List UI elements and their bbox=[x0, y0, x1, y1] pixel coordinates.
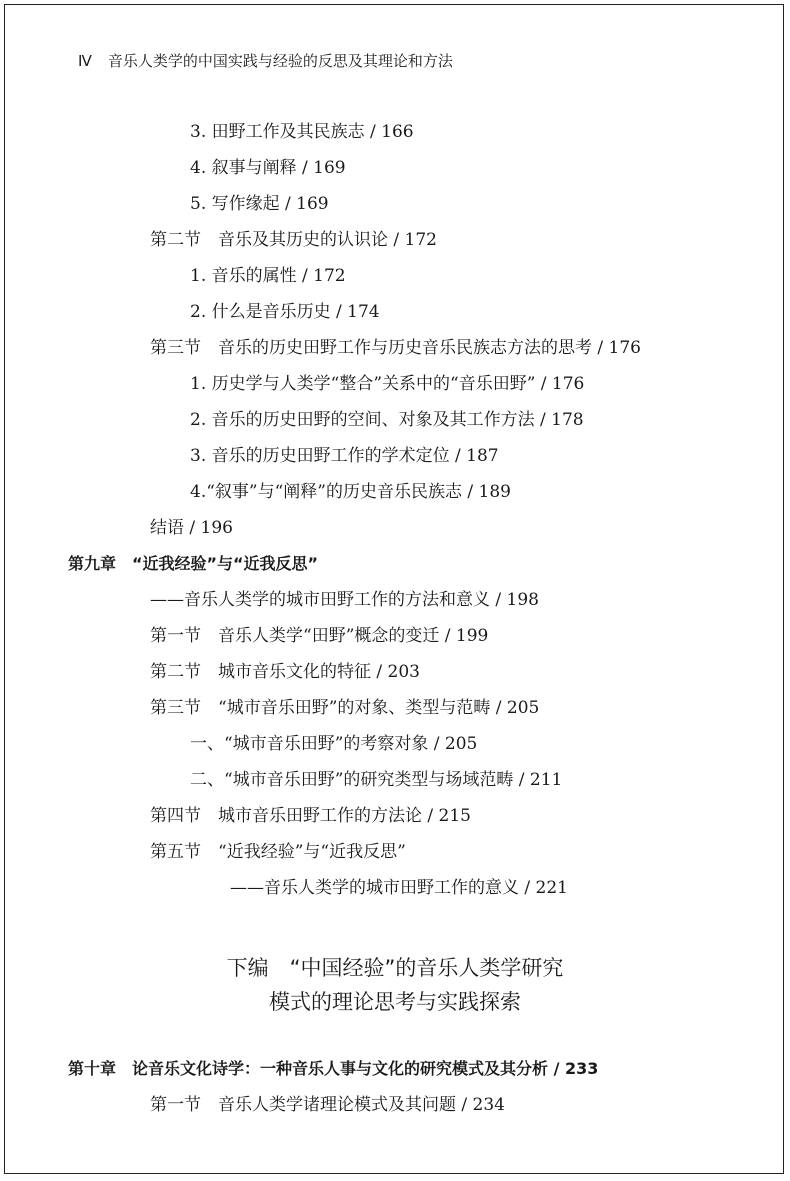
toc-section: 第二节 音乐及其历史的认识论 / 172 bbox=[150, 230, 437, 250]
toc-entry: 2. 音乐的历史田野的空间、对象及其工作方法 / 178 bbox=[190, 410, 584, 430]
toc-chapter: 第九章 “近我经验”与“近我反思” bbox=[68, 554, 319, 573]
toc-section: 第四节 城市音乐田野工作的方法论 / 215 bbox=[150, 806, 471, 826]
toc-section: 第一节 音乐人类学“田野”概念的变迁 / 199 bbox=[150, 626, 489, 646]
page-numeral: Ⅳ bbox=[78, 54, 92, 70]
toc-subtitle: ——音乐人类学的城市田野工作的意义 / 221 bbox=[230, 878, 568, 898]
toc-section: 结语 / 196 bbox=[150, 518, 233, 538]
toc-entry: 4. 叙事与阐释 / 169 bbox=[190, 158, 346, 178]
toc-entry: 1. 音乐的属性 / 172 bbox=[190, 266, 346, 286]
toc-section: 第一节 音乐人类学诸理论模式及其问题 / 234 bbox=[150, 1095, 505, 1115]
toc-section: 第三节 “城市音乐田野”的对象、类型与范畴 / 205 bbox=[150, 698, 540, 718]
toc-entry: 4.“叙事”与“阐释”的历史音乐民族志 / 189 bbox=[190, 482, 511, 502]
toc-entry: 一、“城市音乐田野”的考察对象 / 205 bbox=[190, 734, 478, 754]
toc-chapter: 第十章 论音乐文化诗学：一种音乐人事与文化的研究模式及其分析 / 233 bbox=[68, 1059, 599, 1078]
toc-entry: 2. 什么是音乐历史 / 174 bbox=[190, 302, 380, 322]
toc-entry: 5. 写作缘起 / 169 bbox=[190, 194, 329, 214]
running-head bbox=[78, 50, 453, 71]
toc-entry: 二、“城市音乐田野”的研究类型与场域范畴 / 211 bbox=[190, 770, 563, 790]
book-title: 音乐人类学的中国实践与经验的反思及其理论和方法 bbox=[107, 52, 453, 70]
toc-entry: 3. 田野工作及其民族志 / 166 bbox=[190, 122, 414, 142]
toc-entry: 3. 音乐的历史田野工作的学术定位 / 187 bbox=[190, 446, 499, 466]
toc-section: 第五节 “近我经验”与“近我反思” bbox=[150, 842, 406, 862]
toc-entry: 1. 历史学与人类学“整合”关系中的“音乐田野” / 176 bbox=[190, 374, 585, 394]
toc-subtitle: ——音乐人类学的城市田野工作的方法和意义 / 198 bbox=[150, 590, 539, 610]
toc-section: 第三节 音乐的历史田野工作与历史音乐民族志方法的思考 / 176 bbox=[150, 338, 641, 358]
toc-section: 第二节 城市音乐文化的特征 / 203 bbox=[150, 662, 420, 682]
part-title-line2: 模式的理论思考与实践探索 bbox=[269, 990, 521, 1014]
part-title-line1: 下编 “中国经验”的音乐人类学研究 bbox=[226, 956, 564, 980]
